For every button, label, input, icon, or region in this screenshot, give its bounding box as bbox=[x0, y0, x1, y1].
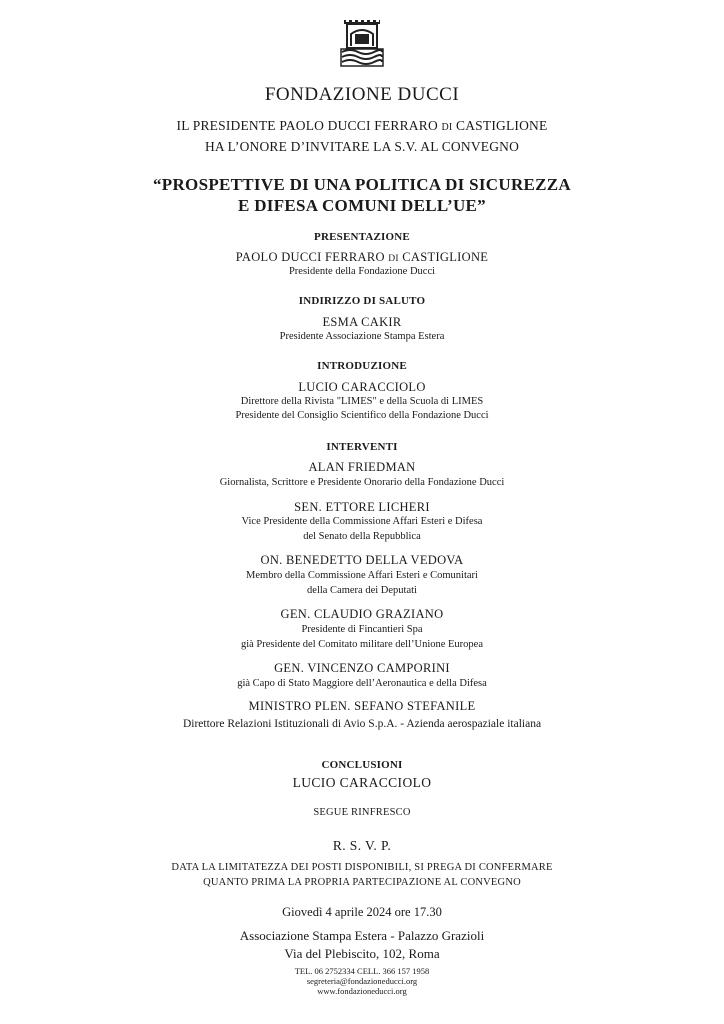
speaker-role: Vice Presidente della Commissione Affari Esteri e Difesa bbox=[241, 516, 483, 527]
event-address: Via del Plebiscito, 102, Roma bbox=[284, 946, 440, 961]
speaker-name: ON. BENEDETTO DELLA VEDOVA bbox=[260, 553, 464, 567]
conference-title-line-2: E DIFESA COMUNI DELL’UE” bbox=[238, 196, 486, 215]
section-heading-introduzione: INTRODUZIONE bbox=[317, 360, 407, 372]
contact-phones: TEL. 06 2752334 CELL. 366 157 1958 bbox=[294, 966, 430, 976]
organization-name: FONDAZIONE DUCCI bbox=[264, 84, 460, 105]
speaker-name-part: PAOLO DUCCI FERRARO bbox=[235, 250, 385, 264]
speaker-role: già Presidente del Comitato militare dell’Unione Europea bbox=[240, 639, 483, 650]
section-heading-saluto: INDIRIZZO DI SALUTO bbox=[298, 295, 426, 307]
speaker-role: Presidente del Consiglio Scientifico della Fondazione Ducci bbox=[235, 410, 489, 421]
speaker-role: Giornalista, Scrittore e Presidente Onorario della Fondazione Ducci bbox=[219, 477, 505, 488]
invite-particle: DI bbox=[441, 122, 453, 133]
invite-president-surname: CASTIGLIONE bbox=[456, 118, 548, 133]
invite-line-2: HA L’ONORE D’INVITARE LA S.V. AL CONVEGNO bbox=[204, 139, 520, 154]
speaker-name: ALAN FRIEDMAN bbox=[308, 460, 416, 474]
section-heading-conclusioni: CONCLUSIONI bbox=[321, 759, 403, 771]
speaker-role: Direttore Relazioni Istituzionali di Avio S.p.A. - Azienda aerospaziale italiana bbox=[182, 718, 542, 730]
speaker-role: Presidente della Fondazione Ducci bbox=[288, 266, 436, 277]
speaker-name: MINISTRO PLEN. SEFANO STEFANILE bbox=[248, 699, 476, 713]
refreshment-note: SEGUE RINFRESCO bbox=[313, 807, 411, 818]
section-heading-interventi: INTERVENTI bbox=[326, 441, 398, 453]
speaker-role: della Camera dei Deputati bbox=[307, 585, 417, 596]
speaker-role: Presidente di Fincantieri Spa bbox=[301, 624, 423, 635]
invite-line-1 bbox=[0, 118, 724, 134]
contact-website[interactable]: www.fondazioneducci.org bbox=[317, 986, 407, 996]
rsvp-label: R. S. V. P. bbox=[332, 838, 392, 853]
speaker-name: LUCIO CARACCIOLO bbox=[298, 380, 426, 394]
speaker-name: GEN. CLAUDIO GRAZIANO bbox=[280, 607, 444, 621]
section-heading-presentazione: PRESENTAZIONE bbox=[314, 231, 410, 243]
speaker-role: già Capo di Stato Maggiore dell’Aeronautica e della Difesa bbox=[237, 678, 487, 689]
fondazione-ducci-crest-icon bbox=[338, 18, 386, 68]
invite-president-name: IL PRESIDENTE PAOLO DUCCI FERRARO bbox=[176, 118, 438, 133]
speaker-name-particle: DI bbox=[388, 254, 399, 264]
speaker-name bbox=[0, 250, 724, 265]
speaker-role: del Senato della Repubblica bbox=[303, 531, 421, 542]
speaker-name: LUCIO CARACCIOLO bbox=[292, 775, 432, 790]
conference-title-line-1: “PROSPETTIVE DI UNA POLITICA DI SICUREZZA bbox=[152, 175, 572, 194]
speaker-name: SEN. ETTORE LICHERI bbox=[294, 500, 430, 514]
speaker-role: Direttore della Rivista "LIMES" e della Scuola di LIMES bbox=[240, 396, 484, 407]
speaker-name: GEN. VINCENZO CAMPORINI bbox=[274, 661, 450, 675]
speaker-role: Membro della Commissione Affari Esteri e Comunitari bbox=[246, 570, 478, 581]
speaker-name-part: CASTIGLIONE bbox=[402, 250, 489, 264]
contact-email[interactable]: segreteria@fondazioneducci.org bbox=[306, 976, 418, 986]
rsvp-note-line-2: QUANTO PRIMA LA PROPRIA PARTECIPAZIONE AL CONVEGNO bbox=[203, 877, 521, 888]
rsvp-note-line-1: DATA LA LIMITATEZZA DEI POSTI DISPONIBILI, SI PREGA DI CONFERMARE bbox=[171, 862, 553, 873]
speaker-name: ESMA CAKIR bbox=[322, 315, 402, 329]
speaker-role: Presidente Associazione Stampa Estera bbox=[279, 331, 445, 342]
event-venue: Associazione Stampa Estera - Palazzo Grazioli bbox=[239, 928, 485, 943]
event-datetime: Giovedì 4 aprile 2024 ore 17.30 bbox=[282, 905, 442, 919]
